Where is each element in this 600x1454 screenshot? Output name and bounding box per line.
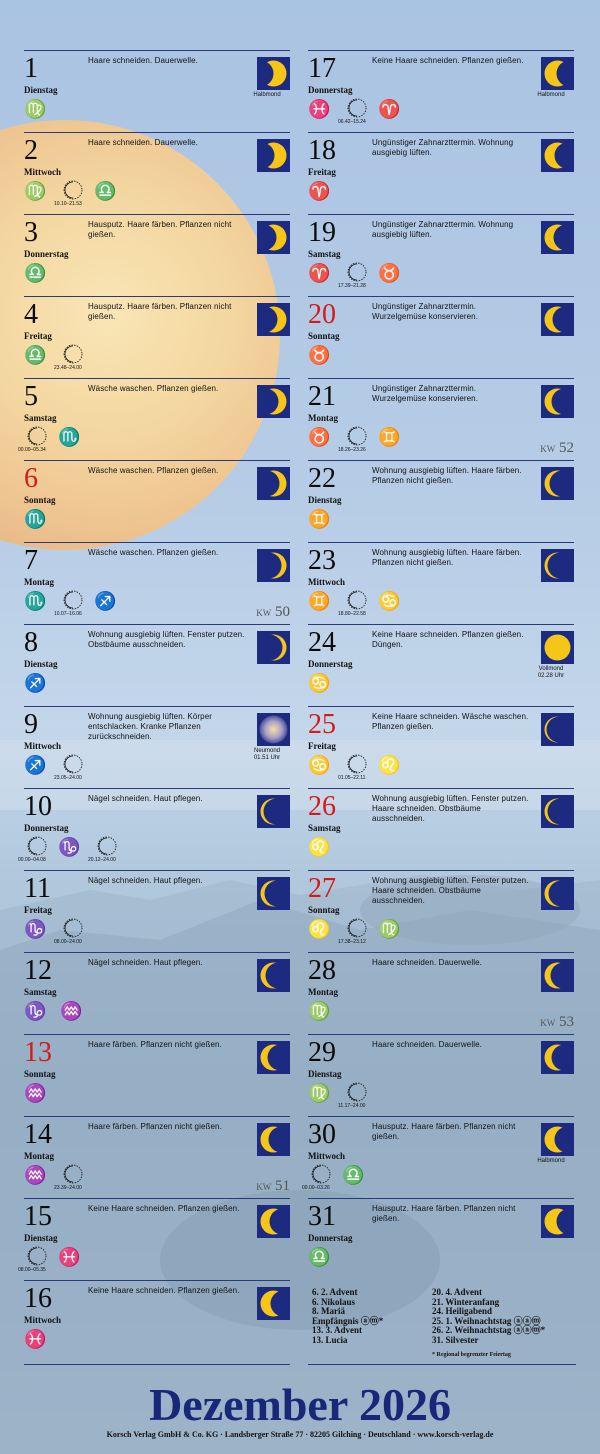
moon-phase-square bbox=[541, 57, 574, 90]
day-advice: Haare schneiden. Dauerwelle. bbox=[372, 958, 482, 967]
zodiac-sign-icon: ♓ bbox=[24, 1329, 47, 1349]
moon-phase-icon bbox=[541, 139, 574, 172]
divider bbox=[308, 1364, 576, 1365]
day-number: 19 bbox=[308, 217, 336, 248]
moon-transition-icon bbox=[310, 1163, 332, 1185]
moon-transition-icon bbox=[346, 917, 368, 939]
moon-transition-icon bbox=[346, 97, 368, 119]
zodiac-sign-icon: ♌ bbox=[308, 919, 331, 939]
zodiac-sign-icon: ♏ bbox=[58, 427, 81, 447]
moon-phase-square bbox=[541, 221, 574, 254]
zodiac-sign-icon: ♈ bbox=[308, 181, 331, 201]
weekday-label: Donnerstag bbox=[308, 659, 353, 669]
transition-time: 17.39–21.28 bbox=[338, 283, 366, 289]
moon-transition-icon bbox=[62, 343, 84, 365]
transition-time: 01.05–22.11 bbox=[338, 775, 366, 781]
divider bbox=[24, 1364, 290, 1365]
calendar-week-label: KW 53 bbox=[540, 1014, 574, 1030]
day-advice: Nägel schneiden. Haut pflegen. bbox=[88, 876, 203, 885]
moon-phase-icon bbox=[257, 467, 290, 500]
weekday-label: Dienstag bbox=[308, 1069, 342, 1079]
moon-phase-square bbox=[541, 139, 574, 172]
transition-time: 23.05–24.00 bbox=[54, 775, 82, 781]
transition-time: 20.12–24.00 bbox=[88, 857, 116, 863]
moon-phase-square bbox=[257, 877, 290, 910]
holiday-item: 8. Mariä bbox=[312, 1306, 345, 1316]
zodiac-sign-icon: ♉ bbox=[308, 427, 331, 447]
day-advice: Hausputz. Haare färben. Pflanzen nicht gießen. bbox=[88, 302, 232, 321]
moon-phase-icon bbox=[541, 1041, 574, 1074]
zodiac-sign-icon: ♋ bbox=[378, 591, 401, 611]
transition-time: 18.26–23.26 bbox=[338, 447, 366, 453]
moon-phase-square bbox=[257, 795, 290, 828]
day-number: 26 bbox=[308, 791, 336, 822]
zodiac-sign-icon: ♓ bbox=[58, 1247, 81, 1267]
moon-phase-icon bbox=[541, 57, 574, 90]
zodiac-sign-icon: ♉ bbox=[308, 345, 331, 365]
weekday-label: Montag bbox=[24, 1151, 54, 1161]
day-number: 6 bbox=[24, 463, 38, 494]
moon-phase-square bbox=[257, 221, 290, 254]
day-number: 24 bbox=[308, 627, 336, 658]
moon-phase-square bbox=[257, 303, 290, 336]
moon-phase-square bbox=[257, 57, 290, 90]
day-entry-22 bbox=[308, 460, 574, 541]
weekday-label: Dienstag bbox=[308, 495, 342, 505]
zodiac-sign-icon: ♎ bbox=[24, 263, 47, 283]
weekday-label: Freitag bbox=[308, 167, 336, 177]
moon-phase-icon bbox=[541, 713, 574, 746]
zodiac-sign-icon: ♐ bbox=[24, 673, 47, 693]
zodiac-sign-icon: ♏ bbox=[24, 591, 47, 611]
day-entry-27 bbox=[308, 870, 574, 951]
day-advice: Haare färben. Pflanzen nicht gießen. bbox=[88, 1122, 222, 1131]
day-number: 15 bbox=[24, 1201, 52, 1232]
calendar-week-label: KW 51 bbox=[256, 1178, 290, 1194]
zodiac-sign-icon: ♒ bbox=[24, 1165, 47, 1185]
transition-time: 08.00–24.00 bbox=[54, 939, 82, 945]
weekday-label: Sonntag bbox=[308, 905, 340, 915]
moon-phase-icon bbox=[257, 877, 290, 910]
zodiac-sign-icon: ♋ bbox=[308, 755, 331, 775]
moon-phase-icon bbox=[257, 631, 290, 664]
moon-transition-icon bbox=[346, 261, 368, 283]
day-advice: Wäsche waschen. Pflanzen gießen. bbox=[88, 548, 219, 557]
moon-transition-icon bbox=[26, 425, 48, 447]
moon-transition-icon bbox=[62, 589, 84, 611]
day-advice: Wohnung ausgiebig lüften. Fenster putzen. Haare schneiden. Obstbäume ausschneiden. bbox=[372, 794, 529, 823]
day-number: 17 bbox=[308, 53, 336, 84]
day-advice: Wäsche waschen. Pflanzen gießen. bbox=[88, 384, 219, 393]
moon-phase-icon bbox=[541, 959, 574, 992]
zodiac-sign-icon: ♊ bbox=[308, 591, 331, 611]
day-number: 23 bbox=[308, 545, 336, 576]
weekday-label: Donnerstag bbox=[24, 249, 69, 259]
zodiac-sign-icon: ♑ bbox=[24, 919, 47, 939]
day-advice: Keine Haare schneiden. Pflanzen gießen. bbox=[88, 1204, 240, 1213]
weekday-label: Samstag bbox=[308, 249, 341, 259]
holiday-item: 31. Silvester bbox=[432, 1334, 479, 1345]
holiday-item: 13. 3. Advent bbox=[312, 1325, 363, 1335]
day-number: 7 bbox=[24, 545, 38, 576]
transition-time: 23.39–24.00 bbox=[54, 1185, 82, 1191]
day-number: 30 bbox=[308, 1119, 336, 1150]
moon-phase-icon bbox=[541, 385, 574, 418]
moon-phase-square bbox=[257, 1287, 290, 1320]
day-advice: Haare färben. Pflanzen nicht gießen. bbox=[88, 1040, 222, 1049]
moon-phase-square bbox=[257, 1123, 290, 1156]
weekday-label: Freitag bbox=[308, 741, 336, 751]
day-advice: Wohnung ausgiebig lüften. Fenster putzen. Haare schneiden. Obstbäume ausschneiden. bbox=[372, 876, 529, 905]
day-advice: Keine Haare schneiden. Pflanzen gießen. bbox=[88, 1286, 240, 1295]
zodiac-sign-icon: ♐ bbox=[24, 755, 47, 775]
transition-time: 10.07–16.06 bbox=[54, 611, 82, 617]
day-number: 5 bbox=[24, 381, 38, 412]
weekday-label: Mittwoch bbox=[308, 577, 345, 587]
day-advice: Nägel schneiden. Haut pflegen. bbox=[88, 958, 203, 967]
holiday-item: 26. 2. Weihnachtstag ⓐⓐⓜ* bbox=[432, 1325, 546, 1335]
publisher-footer: Korsch Verlag GmbH & Co. KG · Landsberger Straße 77 · 82205 Gilching · Deutschland · www.korsch-verlag.de bbox=[106, 1430, 494, 1439]
month-title: Dezember 2026 bbox=[149, 1379, 451, 1430]
day-advice: Wäsche waschen. Pflanzen gießen. bbox=[88, 466, 219, 475]
moon-phase-caption: Halbmond bbox=[537, 1158, 565, 1164]
zodiac-sign-icon: ♋ bbox=[308, 673, 331, 693]
moon-phase-icon bbox=[541, 549, 574, 582]
moon-phase-icon bbox=[257, 57, 290, 90]
moon-phase-caption: Halbmond bbox=[537, 92, 565, 98]
zodiac-sign-icon: ♏ bbox=[24, 509, 47, 529]
day-entry-20 bbox=[308, 296, 574, 377]
moon-phase-square bbox=[541, 1123, 574, 1156]
day-entry-18 bbox=[308, 132, 574, 213]
weekday-label: Dienstag bbox=[24, 659, 58, 669]
holiday-item: 20. 4. Advent bbox=[432, 1287, 483, 1297]
moon-phase-square bbox=[541, 1205, 574, 1238]
day-number: 2 bbox=[24, 135, 38, 166]
day-entry-2 bbox=[24, 132, 290, 213]
day-advice: Keine Haare schneiden. Pflanzen gießen. bbox=[372, 56, 524, 65]
moon-phase-icon bbox=[541, 467, 574, 500]
holiday-item: 21. Winteranfang bbox=[432, 1296, 500, 1307]
day-number: 25 bbox=[308, 709, 336, 740]
day-entry-30 bbox=[302, 1116, 574, 1197]
day-entry-17 bbox=[308, 50, 574, 131]
day-number: 10 bbox=[24, 791, 52, 822]
day-number: 12 bbox=[24, 955, 52, 986]
day-number: 1 bbox=[24, 53, 38, 84]
day-entry-25 bbox=[308, 706, 574, 787]
day-entry-10 bbox=[18, 788, 290, 869]
moon-transition-icon bbox=[62, 1163, 84, 1185]
day-advice: Hausputz. Haare färben. Pflanzen nicht gießen. bbox=[372, 1204, 516, 1223]
zodiac-sign-icon: ♍ bbox=[24, 99, 47, 119]
holiday-item: 25. 1. Weihnachtstag ⓐⓐⓜ bbox=[432, 1315, 541, 1326]
moon-phase-square bbox=[257, 631, 290, 664]
moon-phase-icon bbox=[257, 139, 290, 172]
zodiac-sign-icon: ♈ bbox=[378, 99, 401, 119]
day-entry-13 bbox=[24, 1034, 290, 1115]
day-advice: Haare schneiden. Dauerwelle. bbox=[88, 56, 198, 65]
zodiac-sign-icon: ♌ bbox=[308, 837, 331, 857]
transition-time: 11.17–24.00 bbox=[338, 1103, 366, 1109]
weekday-label: Freitag bbox=[24, 331, 52, 341]
transition-time: 00.00–03.26 bbox=[302, 1185, 330, 1191]
day-entry-24 bbox=[308, 624, 574, 705]
moon-transition-icon bbox=[62, 917, 84, 939]
day-entry-19 bbox=[308, 214, 574, 295]
moon-phase-icon bbox=[257, 1041, 290, 1074]
zodiac-sign-icon: ♍ bbox=[308, 1083, 331, 1103]
calendar-week-label: KW 50 bbox=[256, 604, 290, 620]
calendar-week-label: KW 52 bbox=[540, 440, 574, 456]
moon-phase-caption: Halbmond bbox=[253, 92, 281, 98]
day-entry-14 bbox=[24, 1116, 290, 1197]
moon-transition-icon bbox=[346, 1081, 368, 1103]
day-advice: Ungünstiger Zahnarzttermin. Wohnung ausgiebig lüften. bbox=[372, 220, 514, 239]
zodiac-sign-icon: ♑ bbox=[24, 1001, 47, 1021]
moon-phase-square bbox=[541, 303, 574, 336]
weekday-label: Mittwoch bbox=[308, 1151, 345, 1161]
day-number: 31 bbox=[308, 1201, 336, 1232]
moon-phase-icon bbox=[257, 1287, 290, 1320]
day-advice: Ungünstiger Zahnarzttermin. Wurzelgemüse konservieren. bbox=[372, 384, 479, 403]
zodiac-sign-icon: ♓ bbox=[308, 99, 331, 119]
weekday-label: Sonntag bbox=[24, 495, 56, 505]
day-advice: Wohnung ausgiebig lüften. Fenster putzen. Obstbäume ausschneiden. bbox=[88, 630, 245, 649]
day-entry-11 bbox=[24, 870, 290, 951]
zodiac-sign-icon: ♈ bbox=[308, 263, 331, 283]
moon-phase-icon bbox=[257, 959, 290, 992]
weekday-label: Samstag bbox=[24, 413, 57, 423]
weekday-label: Donnerstag bbox=[308, 85, 353, 95]
day-entry-4 bbox=[24, 296, 290, 377]
moon-phase-icon bbox=[257, 1205, 290, 1238]
day-number: 9 bbox=[24, 709, 38, 740]
moon-transition-icon bbox=[26, 1245, 48, 1267]
weekday-label: Donnerstag bbox=[308, 1233, 353, 1243]
day-number: 29 bbox=[308, 1037, 336, 1068]
zodiac-sign-icon: ♐ bbox=[94, 591, 117, 611]
day-entry-26 bbox=[308, 788, 574, 869]
moon-phase-square bbox=[257, 467, 290, 500]
moon-phase-icon bbox=[257, 221, 290, 254]
weekday-label: Samstag bbox=[308, 823, 341, 833]
moon-phase-square bbox=[541, 631, 574, 664]
zodiac-sign-icon: ♎ bbox=[342, 1165, 365, 1185]
moon-phase-square bbox=[541, 1041, 574, 1074]
day-number: 14 bbox=[24, 1119, 52, 1150]
zodiac-sign-icon: ♒ bbox=[24, 1083, 47, 1103]
day-advice: Hausputz. Haare färben. Pflanzen nicht gießen. bbox=[372, 1122, 516, 1141]
moon-phase-icon bbox=[541, 795, 574, 828]
moon-phase-icon bbox=[541, 1205, 574, 1238]
holiday-item: 6. Nikolaus bbox=[312, 1296, 356, 1307]
moon-transition-icon bbox=[346, 425, 368, 447]
day-advice: Haare schneiden. Dauerwelle. bbox=[88, 138, 198, 147]
moon-phase-icon bbox=[541, 1123, 574, 1156]
day-entry-15 bbox=[18, 1198, 290, 1279]
day-advice: Wohnung ausgiebig lüften. Haare färben. Pflanzen nicht gießen. bbox=[372, 466, 522, 485]
day-number: 11 bbox=[24, 873, 51, 904]
weekday-label: Mittwoch bbox=[24, 741, 61, 751]
day-advice: Ungünstiger Zahnarzttermin. Wurzelgemüse konservieren. bbox=[372, 302, 479, 321]
weekday-label: Samstag bbox=[24, 987, 57, 997]
day-advice: Haare schneiden. Dauerwelle. bbox=[372, 1040, 482, 1049]
transition-time: 06.42–15.24 bbox=[338, 119, 366, 125]
day-number: 27 bbox=[308, 873, 336, 904]
moon-phase-square bbox=[257, 1041, 290, 1074]
transition-time: 23.48–24.00 bbox=[54, 365, 82, 371]
zodiac-sign-icon: ♉ bbox=[378, 263, 401, 283]
moon-phase-icon bbox=[541, 877, 574, 910]
moon-phase-icon bbox=[257, 385, 290, 418]
zodiac-sign-icon: ♍ bbox=[24, 181, 47, 201]
day-advice: Keine Haare schneiden. Wäsche waschen. Pflanzen gießen. bbox=[372, 712, 529, 731]
day-advice: Nägel schneiden. Haut pflegen. bbox=[88, 794, 203, 803]
moon-transition-icon bbox=[96, 835, 118, 857]
moon-phase-square bbox=[257, 549, 290, 582]
day-entry-21 bbox=[308, 378, 574, 459]
moon-phase-icon bbox=[541, 303, 574, 336]
moon-phase-square bbox=[541, 795, 574, 828]
day-number: 22 bbox=[308, 463, 336, 494]
weekday-label: Sonntag bbox=[24, 1069, 56, 1079]
moon-phase-square bbox=[257, 1205, 290, 1238]
transition-time: 10.10–21.53 bbox=[54, 201, 82, 207]
transition-time: 00.00–04.08 bbox=[18, 857, 46, 863]
weekday-label: Dienstag bbox=[24, 1233, 58, 1243]
transition-time: 00.00–05.34 bbox=[18, 447, 46, 453]
day-entry-3 bbox=[24, 214, 290, 295]
moon-transition-icon bbox=[26, 835, 48, 857]
moon-phase-icon bbox=[257, 549, 290, 582]
zodiac-sign-icon: ♊ bbox=[378, 427, 401, 447]
holiday-item: 6. 2. Advent bbox=[312, 1287, 358, 1297]
day-entry-29 bbox=[308, 1034, 574, 1115]
day-number: 18 bbox=[308, 135, 336, 166]
transition-time: 08.00–05.35 bbox=[18, 1267, 46, 1273]
holiday-note: * Regional begrenzter Feiertag bbox=[432, 1352, 511, 1358]
day-advice: Wohnung ausgiebig lüften. Haare färben. Pflanzen nicht gießen. bbox=[372, 548, 522, 567]
day-entry-31 bbox=[308, 1198, 574, 1279]
moon-phase-square bbox=[541, 385, 574, 418]
full-moon-icon bbox=[541, 631, 574, 664]
day-advice: Keine Haare schneiden. Pflanzen gießen. Düngen. bbox=[372, 630, 524, 649]
moon-transition-icon bbox=[346, 589, 368, 611]
weekday-label: Freitag bbox=[24, 905, 52, 915]
day-number: 4 bbox=[24, 299, 38, 330]
day-entry-1 bbox=[24, 50, 290, 131]
day-number: 3 bbox=[24, 217, 38, 248]
day-number: 13 bbox=[24, 1037, 52, 1068]
day-entry-9 bbox=[24, 706, 290, 787]
moon-transition-icon bbox=[62, 753, 84, 775]
weekday-label: Mittwoch bbox=[24, 167, 61, 177]
day-number: 8 bbox=[24, 627, 38, 658]
day-entry-7 bbox=[24, 542, 290, 623]
zodiac-sign-icon: ♎ bbox=[24, 345, 47, 365]
moon-phase-icon bbox=[541, 221, 574, 254]
day-number: 21 bbox=[308, 381, 336, 412]
zodiac-sign-icon: ♊ bbox=[308, 509, 331, 529]
moon-phase-square bbox=[541, 549, 574, 582]
day-entry-12 bbox=[24, 952, 290, 1033]
holiday-item: 13. Lucia bbox=[312, 1334, 348, 1345]
day-advice: Wohnung ausgiebig lüften. Körper entschlacken. Kranke Pflanzen zurückschneiden. bbox=[88, 712, 213, 741]
weekday-label: Montag bbox=[24, 577, 54, 587]
zodiac-sign-icon: ♍ bbox=[378, 919, 401, 939]
moon-phase-icon bbox=[257, 795, 290, 828]
day-advice: Ungünstiger Zahnarzttermin. Wohnung ausgiebig lüften. bbox=[372, 138, 514, 157]
moon-phase-square bbox=[541, 467, 574, 500]
moon-phase-square bbox=[257, 139, 290, 172]
moon-phase-icon bbox=[257, 1123, 290, 1156]
day-advice: Hausputz. Haare färben. Pflanzen nicht gießen. bbox=[88, 220, 232, 239]
moon-phase-square bbox=[257, 713, 290, 746]
day-number: 28 bbox=[308, 955, 336, 986]
moon-phase-square bbox=[541, 959, 574, 992]
weekday-label: Montag bbox=[308, 413, 338, 423]
weekday-label: Sonntag bbox=[308, 331, 340, 341]
day-entry-6 bbox=[24, 460, 290, 541]
zodiac-sign-icon: ♎ bbox=[308, 1247, 331, 1267]
day-entry-8 bbox=[24, 624, 290, 705]
moon-phase-square bbox=[257, 385, 290, 418]
moon-phase-caption: Neumond 01.51 Uhr bbox=[253, 748, 281, 761]
holiday-item: Empfängnis ⓐⓜ* bbox=[312, 1315, 384, 1326]
moon-transition-icon bbox=[62, 179, 84, 201]
new-moon-icon bbox=[257, 713, 290, 746]
zodiac-sign-icon: ♒ bbox=[60, 1001, 83, 1021]
holiday-item: 24. Heiligabend bbox=[432, 1306, 493, 1316]
moon-phase-icon bbox=[257, 303, 290, 336]
moon-phase-square bbox=[541, 713, 574, 746]
moon-phase-caption: Vollmond 02.28 Uhr bbox=[537, 666, 565, 679]
moon-transition-icon bbox=[346, 753, 368, 775]
moon-phase-square bbox=[541, 877, 574, 910]
zodiac-sign-icon: ♌ bbox=[378, 755, 401, 775]
moon-phase-square bbox=[257, 959, 290, 992]
zodiac-sign-icon: ♎ bbox=[94, 181, 117, 201]
day-entry-28 bbox=[308, 952, 574, 1033]
day-entry-16 bbox=[24, 1280, 290, 1349]
day-number: 16 bbox=[24, 1283, 52, 1314]
transition-time: 18.80–22.58 bbox=[338, 611, 366, 617]
transition-time: 17.38–23.12 bbox=[338, 939, 366, 945]
weekday-label: Mittwoch bbox=[24, 1315, 61, 1325]
weekday-label: Donnerstag bbox=[24, 823, 69, 833]
day-entry-5 bbox=[18, 378, 290, 459]
zodiac-sign-icon: ♍ bbox=[308, 1001, 331, 1021]
day-number: 20 bbox=[308, 299, 336, 330]
day-entry-23 bbox=[308, 542, 574, 623]
zodiac-sign-icon: ♑ bbox=[58, 837, 81, 857]
weekday-label: Dienstag bbox=[24, 85, 58, 95]
weekday-label: Montag bbox=[308, 987, 338, 997]
